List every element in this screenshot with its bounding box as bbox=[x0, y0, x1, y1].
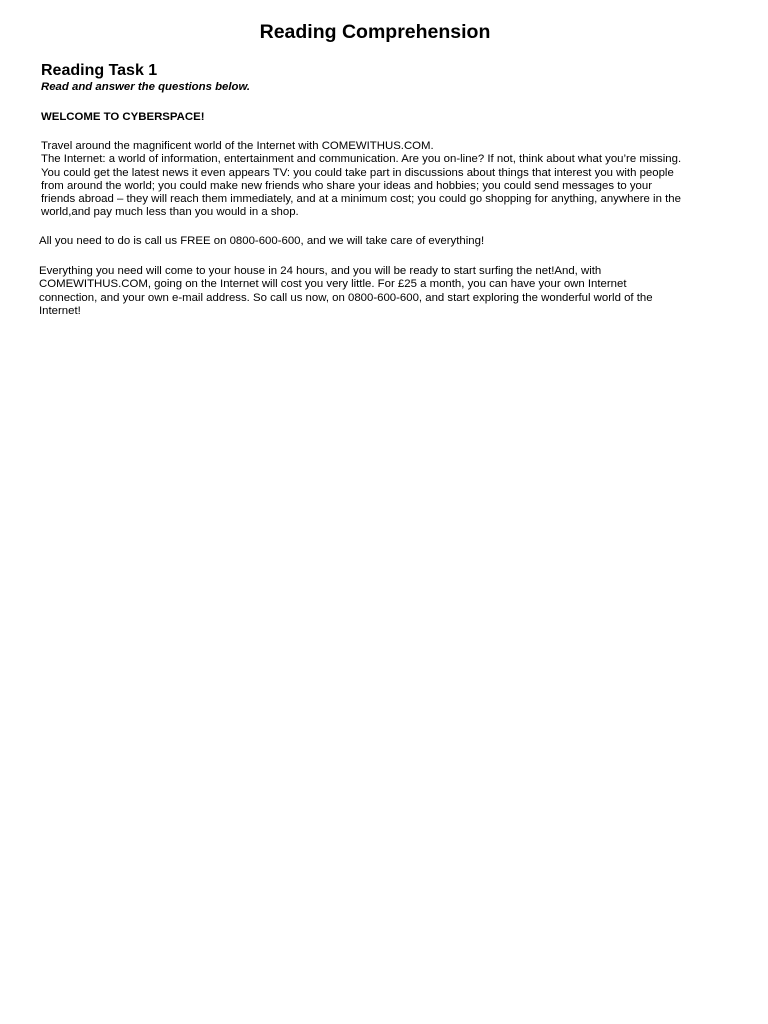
paragraph-details bbox=[39, 265, 751, 318]
paragraph-line: connection, and your own e-mail address. So call us now, on 0800-600-600, and start exploring the wonderful world of the bbox=[39, 291, 653, 304]
page-title: Reading Comprehension bbox=[259, 21, 491, 43]
paragraph-line: Travel around the magnificent world of the Internet with COMEWITHUS.COM. bbox=[41, 140, 434, 152]
paragraph-call: All you need to do is call us FREE on 0800-600-600, and we will take care of everything! bbox=[39, 235, 485, 247]
task-instruction: Read and answer the questions below. bbox=[41, 81, 251, 93]
paragraph-intro bbox=[41, 140, 753, 220]
paragraph-line: The Internet: a world of information, entertainment and communication. Are you on-line? If not, think about what you’re missing. bbox=[41, 153, 682, 166]
paragraph-line: COMEWITHUS.COM, going on the Internet will cost you very little. For £25 a month, you can have your own Internet bbox=[39, 278, 627, 291]
paragraph-line: Everything you need will come to your house in 24 hours, and you will be ready to start surfing the net!And, with bbox=[39, 265, 602, 277]
paragraph-line: You could get the latest news it even appears TV: you could take part in discussions about things that interest you with people bbox=[41, 166, 674, 179]
paragraph-line: from around the world; you could make new friends who share your ideas and hobbies; you could send messages to your bbox=[41, 179, 653, 192]
paragraph-line: Internet! bbox=[39, 304, 81, 317]
task-title: Reading Task 1 bbox=[41, 62, 158, 79]
section-heading: WELCOME TO CYBERSPACE! bbox=[41, 111, 205, 123]
paragraph-line: friends abroad – they will reach them immediately, and at a minimum cost; you could go shopping for anything, anywhere in the bbox=[41, 193, 681, 206]
paragraph-line: world,and pay much less than you would in a shop. bbox=[41, 206, 299, 219]
